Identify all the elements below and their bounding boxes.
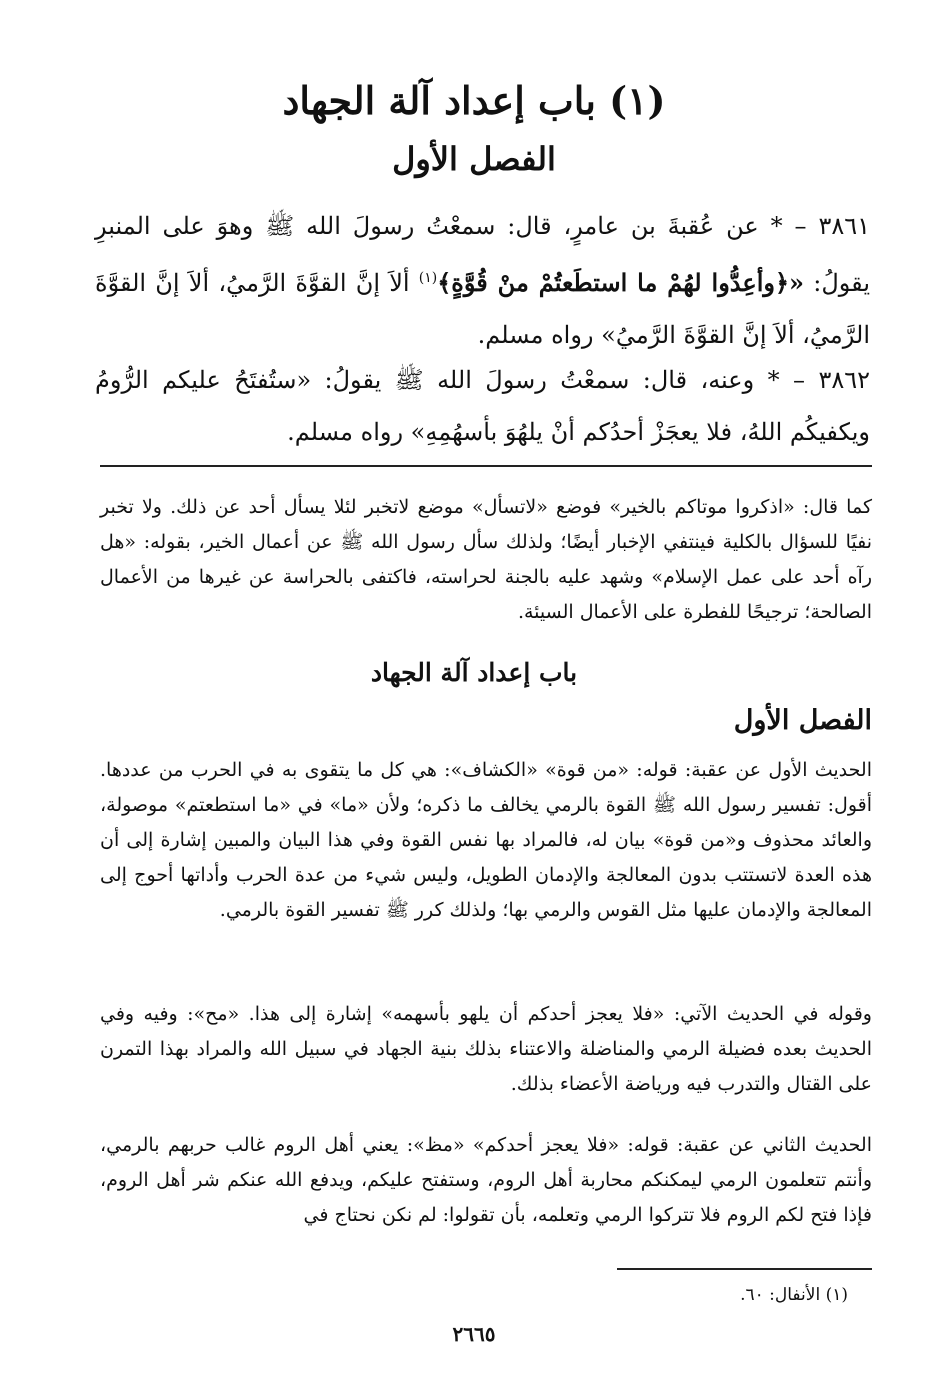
commentary-section-heading: الفصل الأول	[733, 705, 872, 736]
hadith-text-intro: ٣٨٦١ – * عن عُقبةَ بن عامرٍ، قال: سمعْتُ رسولَ الله ﷺ وهوَ على المنبرِ يقولُ:	[95, 212, 870, 297]
footnote-reference: (١)	[418, 270, 438, 286]
footnote-divider	[617, 1268, 872, 1270]
section-heading: الفصل الأول	[392, 140, 556, 178]
commentary-paragraph: الحديث الأول عن عقبة: قوله: «من قوة» «الكشاف»: هي كل ما يتقوى به في الحرب من عددها. أقول: تفسير رسول الله ﷺ القوة بالرمي يخالف ما ذكره؛ ولأن «ما» في «ما استطعتم» موصولة، والعائد محذوف و«من قوة» بيان له، فالمراد بها نفس القوة وفي هذا البيان والمبين إشارة إلى أن هذه العدة لاتستتب بدون المعالجة والإدمان الطويل، وليس شيء من عدة الحرب وأداتها أحوج إلى المعالجة والإدمان عليها مثل القوس والرمي بها؛ ولذلك كرر ﷺ تفسير القوة بالرمي.	[100, 759, 872, 921]
hadith-3861	[95, 200, 870, 361]
commentary-paragraph: وقوله في الحديث الآتي: «فلا يعجز أحدكم أن يلهو بأسهمه» إشارة إلى هذا. «مح»: وفيه وفي الحديث بعده فضيلة الرمي والمناضلة والاعتناء بذلك بنية الجهاد في سبيل الله والمراد بهذا التمرن على القتال والتدرب فيه ورياضة الأعضاء بذلك.	[100, 1003, 872, 1095]
page-number: ٢٦٦٥	[452, 1322, 496, 1346]
hadith-text-rest: ألاَ إنَّ القوَّةَ الرَّميُ، ألاَ إنَّ القوَّةَ الرَّميُ، ألاَ إنَّ القوَّةَ الرَّميُ» رواه مسلم.	[95, 269, 870, 349]
hadith-3862: ٣٨٦٢ – * وعنه، قال: سمعْتُ رسولَ الله ﷺ يقولُ: «ستُفتَحُ عليكم الرُّومُ ويكفيكُم اللهُ، فلا يعجَزْ أحدُكم أنْ يلهُوَ بأسهُمِهِ» رواه مسلم.	[95, 366, 870, 446]
commentary-chapter-title: باب إعداد آلة الجهاد	[370, 658, 578, 687]
commentary-paragraph: الحديث الثاني عن عقبة: قوله: «فلا يعجز أحدكم» «مظ»: يعني أهل الروم غالب حربهم بالرمي، وأنتم تتعلمون الرمي ليمكنكم محاربة أهل الروم، وستفتح عليكم، ويدفع الله عنكم شر أهل الروم، فإذا فتح لكم الروم فلا تتركوا الرمي وتعلمه، بأن تقولوا: لم نكن نحتاج في	[100, 1134, 872, 1226]
quran-quote: «﴿وأعِدُّوا لهُمْ ما استطَعتُمْ منْ قُوَّةٍ﴾	[437, 268, 805, 297]
chapter-title: (١) باب إعداد آلة الجهاد	[282, 78, 666, 123]
commentary-intro: كما قال: «اذكروا موتاكم بالخير» فوضع «لاتسأل» موضع لاتخبر لئلا يسأل أحد عن ذلك. ولا تخبر نفيًا للسؤال بالكلية فينتفي الإخبار أيضًا؛ ولذلك سأل رسول الله ﷺ عن أعمال الخير، بقوله: «هل رآه أحد على عمل الإسلام» وشهد عليه بالجنة لحراسته، فاكتفى بالحراسة عن غيرها من الأعمال الصالحة؛ ترجيحًا للفطرة على الأعمال السيئة.	[100, 496, 873, 623]
footnote: (١) الأنفال: ٦٠.	[740, 1285, 848, 1305]
main-divider	[100, 465, 872, 467]
